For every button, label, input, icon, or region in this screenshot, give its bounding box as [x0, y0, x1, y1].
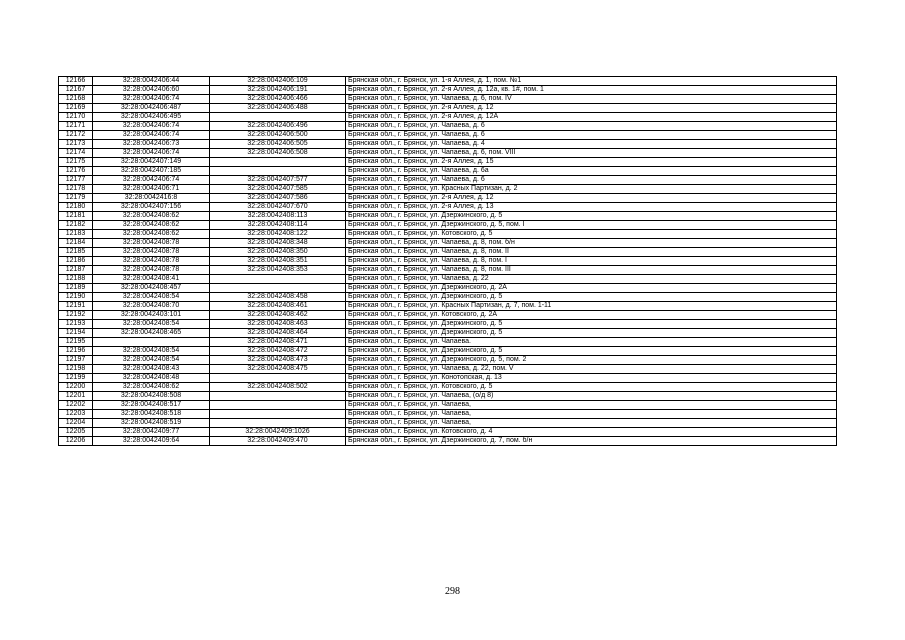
table-row — [59, 257, 837, 266]
row-number-cell: 12206 — [59, 437, 93, 446]
address-cell: Брянская обл., г. Брянск, ул. Котовского, д. 5 — [346, 383, 837, 392]
object-number-cell: 32:28:0042408:461 — [210, 302, 346, 311]
object-number-cell: 32:28:0042406:500 — [210, 131, 346, 140]
object-number-cell: 32:28:0042408:114 — [210, 221, 346, 230]
address-cell: Брянская обл., г. Брянск, ул. Котовского, д. 2А — [346, 311, 837, 320]
address-cell: Брянская обл., г. Брянск, ул. Чапаева, — [346, 419, 837, 428]
row-number-cell: 12184 — [59, 239, 93, 248]
table-row — [59, 86, 837, 95]
cadastral-number-cell: 32:28:0042407:149 — [93, 158, 210, 167]
address-cell: Брянская обл., г. Брянск, ул. Котовского, д. 5 — [346, 230, 837, 239]
object-number-cell — [210, 374, 346, 383]
address-cell: Брянская обл., г. Брянск, ул. Конотопская, д. 13 — [346, 374, 837, 383]
cadastral-number-cell: 32:28:0042406:495 — [93, 113, 210, 122]
cadastral-number-cell: 32:28:0042408:78 — [93, 239, 210, 248]
table-row — [59, 392, 837, 401]
object-number-cell: 32:28:0042407:670 — [210, 203, 346, 212]
cadastral-number-cell: 32:28:0042408:54 — [93, 320, 210, 329]
address-cell: Брянская обл., г. Брянск, ул. Котовского, д. 4 — [346, 428, 837, 437]
row-number-cell: 12186 — [59, 257, 93, 266]
address-cell: Брянская обл., г. Брянск, ул. 2-я Аллея, д. 12 — [346, 194, 837, 203]
row-number-cell: 12179 — [59, 194, 93, 203]
row-number-cell: 12180 — [59, 203, 93, 212]
row-number-cell: 12201 — [59, 392, 93, 401]
object-number-cell — [210, 401, 346, 410]
object-number-cell: 32:28:0042408:475 — [210, 365, 346, 374]
object-number-cell: 32:28:0042407:585 — [210, 185, 346, 194]
table-row — [59, 239, 837, 248]
table-row — [59, 428, 837, 437]
row-number-cell: 12173 — [59, 140, 93, 149]
address-cell: Брянская обл., г. Брянск, ул. Чапаева, д. 6 — [346, 131, 837, 140]
table-row — [59, 203, 837, 212]
table-row — [59, 410, 837, 419]
cadastral-number-cell: 32:28:0042403:101 — [93, 311, 210, 320]
row-number-cell: 12196 — [59, 347, 93, 356]
row-number-cell: 12177 — [59, 176, 93, 185]
address-cell: Брянская обл., г. Брянск, ул. Чапаева, д. 6а — [346, 167, 837, 176]
row-number-cell: 12175 — [59, 158, 93, 167]
table-row — [59, 185, 837, 194]
object-number-cell: 32:28:0042406:508 — [210, 149, 346, 158]
object-number-cell — [210, 410, 346, 419]
object-number-cell: 32:28:0042409:1026 — [210, 428, 346, 437]
object-number-cell: 32:28:0042408:472 — [210, 347, 346, 356]
table-row — [59, 149, 837, 158]
row-number-cell: 12198 — [59, 365, 93, 374]
address-cell: Брянская обл., г. Брянск, ул. Чапаева, (о/д 8) — [346, 392, 837, 401]
address-cell: Брянская обл., г. Брянск, ул. Дзержинского, д. 5 — [346, 329, 837, 338]
row-number-cell: 12190 — [59, 293, 93, 302]
table-row — [59, 230, 837, 239]
row-number-cell: 12169 — [59, 104, 93, 113]
row-number-cell: 12192 — [59, 311, 93, 320]
object-number-cell: 32:28:0042406:496 — [210, 122, 346, 131]
cadastral-number-cell: 32:28:0042409:64 — [93, 437, 210, 446]
cadastral-number-cell: 32:28:0042406:74 — [93, 95, 210, 104]
row-number-cell: 12205 — [59, 428, 93, 437]
cadastral-number-cell: 32:28:0042408:519 — [93, 419, 210, 428]
row-number-cell: 12202 — [59, 401, 93, 410]
row-number-cell: 12203 — [59, 410, 93, 419]
object-number-cell: 32:28:0042408:471 — [210, 338, 346, 347]
cadastral-number-cell: 32:28:0042416:8 — [93, 194, 210, 203]
row-number-cell: 12187 — [59, 266, 93, 275]
address-cell: Брянская обл., г. Брянск, ул. Чапаева, д. 6 — [346, 122, 837, 131]
address-cell: Брянская обл., г. Брянск, ул. Чапаева. — [346, 338, 837, 347]
address-cell: Брянская обл., г. Брянск, ул. Чапаева, д. 8, пом. I — [346, 257, 837, 266]
cadastral-number-cell: 32:28:0042408:54 — [93, 356, 210, 365]
cadastral-number-cell: 32:28:0042406:44 — [93, 77, 210, 86]
object-number-cell: 32:28:0042408:464 — [210, 329, 346, 338]
address-cell: Брянская обл., г. Брянск, ул. Чапаева, д. 22, пом. V — [346, 365, 837, 374]
table-row — [59, 284, 837, 293]
object-number-cell: 32:28:0042408:353 — [210, 266, 346, 275]
cadastral-number-cell: 32:28:0042408:41 — [93, 275, 210, 284]
cadastral-number-cell: 32:28:0042406:487 — [93, 104, 210, 113]
cadastral-number-cell: 32:28:0042406:74 — [93, 131, 210, 140]
object-number-cell: 32:28:0042408:502 — [210, 383, 346, 392]
row-number-cell: 12191 — [59, 302, 93, 311]
table-row — [59, 293, 837, 302]
cadastral-number-cell: 32:28:0042408:62 — [93, 230, 210, 239]
table-row — [59, 212, 837, 221]
table-row — [59, 302, 837, 311]
table-row — [59, 275, 837, 284]
address-cell: Брянская обл., г. Брянск, ул. Чапаева, д. 6 — [346, 176, 837, 185]
address-cell: Брянская обл., г. Брянск, ул. Чапаева, д. 22 — [346, 275, 837, 284]
address-cell: Брянская обл., г. Брянск, ул. 1-я Аллея, д. 1, пом. №1 — [346, 77, 837, 86]
row-number-cell: 12176 — [59, 167, 93, 176]
address-cell: Брянская обл., г. Брянск, ул. Дзержинского, д. 2А — [346, 284, 837, 293]
cadastral-number-cell: 32:28:0042408:43 — [93, 365, 210, 374]
table-row — [59, 401, 837, 410]
table-row — [59, 347, 837, 356]
object-number-cell: 32:28:0042408:348 — [210, 239, 346, 248]
table-row — [59, 140, 837, 149]
object-number-cell — [210, 167, 346, 176]
cadastral-number-cell: 32:28:0042408:508 — [93, 392, 210, 401]
object-number-cell: 32:28:0042407:577 — [210, 176, 346, 185]
table-row — [59, 248, 837, 257]
address-cell: Брянская обл., г. Брянск, ул. Чапаева, — [346, 410, 837, 419]
row-number-cell: 12166 — [59, 77, 93, 86]
address-cell: Брянская обл., г. Брянск, ул. Красных Партизан, д. 7, пом. 1-11 — [346, 302, 837, 311]
address-cell: Брянская обл., г. Брянск, ул. 2-я Аллея, д. 12а, кв. 1#, пом. 1 — [346, 86, 837, 95]
object-number-cell: 32:28:0042408:473 — [210, 356, 346, 365]
address-cell: Брянская обл., г. Брянск, ул. Дзержинского, д. 5 — [346, 212, 837, 221]
row-number-cell: 12185 — [59, 248, 93, 257]
row-number-cell: 12182 — [59, 221, 93, 230]
cadastral-number-cell: 32:28:0042408:62 — [93, 221, 210, 230]
address-cell: Брянская обл., г. Брянск, ул. Дзержинского, д. 7, пом. б/н — [346, 437, 837, 446]
table-row — [59, 104, 837, 113]
object-number-cell: 32:28:0042406:466 — [210, 95, 346, 104]
object-number-cell: 32:28:0042408:350 — [210, 248, 346, 257]
cadastral-number-cell: 32:28:0042408:457 — [93, 284, 210, 293]
address-cell: Брянская обл., г. Брянск, ул. 2-я Аллея, д. 15 — [346, 158, 837, 167]
address-cell: Брянская обл., г. Брянск, ул. Чапаева, д. 4 — [346, 140, 837, 149]
address-cell: Брянская обл., г. Брянск, ул. Дзержинского, д. 5 — [346, 347, 837, 356]
row-number-cell: 12200 — [59, 383, 93, 392]
table-row — [59, 77, 837, 86]
cadastral-number-cell: 32:28:0042407:156 — [93, 203, 210, 212]
table-row — [59, 131, 837, 140]
cadastral-number-cell — [93, 338, 210, 347]
cadastral-number-cell: 32:28:0042409:77 — [93, 428, 210, 437]
row-number-cell: 12171 — [59, 122, 93, 131]
row-number-cell: 12178 — [59, 185, 93, 194]
address-cell: Брянская обл., г. Брянск, ул. Чапаева, д. 8, пом. б/н — [346, 239, 837, 248]
address-cell: Брянская обл., г. Брянск, ул. Чапаева, д. 8, пом. II — [346, 248, 837, 257]
object-number-cell — [210, 419, 346, 428]
cadastral-number-cell: 32:28:0042406:73 — [93, 140, 210, 149]
cadastral-number-cell: 32:28:0042406:60 — [93, 86, 210, 95]
row-number-cell: 12199 — [59, 374, 93, 383]
cadastral-number-cell: 32:28:0042408:54 — [93, 293, 210, 302]
address-cell: Брянская обл., г. Брянск, ул. Дзержинского, д. 5, пом. I — [346, 221, 837, 230]
row-number-cell: 12183 — [59, 230, 93, 239]
address-cell: Брянская обл., г. Брянск, ул. Чапаева, д. 6, пом. VIII — [346, 149, 837, 158]
object-number-cell: 32:28:0042408:113 — [210, 212, 346, 221]
table-row — [59, 266, 837, 275]
table-row — [59, 95, 837, 104]
object-number-cell: 32:28:0042406:488 — [210, 104, 346, 113]
address-cell: Брянская обл., г. Брянск, ул. 2-я Аллея, д. 12А — [346, 113, 837, 122]
object-number-cell — [210, 392, 346, 401]
object-number-cell — [210, 275, 346, 284]
table-row — [59, 311, 837, 320]
address-cell: Брянская обл., г. Брянск, ул. Дзержинского, д. 5, пом. 2 — [346, 356, 837, 365]
address-cell: Брянская обл., г. Брянск, ул. 2-я Аллея, д. 13 — [346, 203, 837, 212]
address-cell: Брянская обл., г. Брянск, ул. 2-я Аллея, д. 12 — [346, 104, 837, 113]
cadastral-number-cell: 32:28:0042408:54 — [93, 347, 210, 356]
address-cell: Брянская обл., г. Брянск, ул. Чапаева, — [346, 401, 837, 410]
row-number-cell: 12172 — [59, 131, 93, 140]
row-number-cell: 12174 — [59, 149, 93, 158]
row-number-cell: 12189 — [59, 284, 93, 293]
table-row — [59, 419, 837, 428]
address-cell: Брянская обл., г. Брянск, ул. Дзержинского, д. 5 — [346, 293, 837, 302]
cadastral-number-cell: 32:28:0042406:74 — [93, 176, 210, 185]
object-number-cell: 32:28:0042408:122 — [210, 230, 346, 239]
object-number-cell: 32:28:0042408:463 — [210, 320, 346, 329]
object-number-cell: 32:28:0042408:462 — [210, 311, 346, 320]
table-row — [59, 176, 837, 185]
cadastral-number-cell: 32:28:0042406:74 — [93, 122, 210, 131]
cadastral-number-cell: 32:28:0042408:62 — [93, 383, 210, 392]
object-number-cell: 32:28:0042408:351 — [210, 257, 346, 266]
table-body — [59, 77, 837, 446]
object-number-cell: 32:28:0042406:191 — [210, 86, 346, 95]
cadastral-number-cell: 32:28:0042408:518 — [93, 410, 210, 419]
table-row — [59, 383, 837, 392]
address-cell: Брянская обл., г. Брянск, ул. Чапаева, д. 8, пом. III — [346, 266, 837, 275]
address-cell: Брянская обл., г. Брянск, ул. Чапаева, д. 6, пом. IV — [346, 95, 837, 104]
table-row — [59, 365, 837, 374]
object-number-cell — [210, 158, 346, 167]
address-cell: Брянская обл., г. Брянск, ул. Дзержинского, д. 5 — [346, 320, 837, 329]
object-number-cell — [210, 113, 346, 122]
table-row — [59, 329, 837, 338]
row-number-cell: 12197 — [59, 356, 93, 365]
table-row — [59, 356, 837, 365]
property-table — [58, 76, 837, 446]
object-number-cell: 32:28:0042406:109 — [210, 77, 346, 86]
cadastral-number-cell: 32:28:0042408:78 — [93, 248, 210, 257]
table-row — [59, 113, 837, 122]
address-cell: Брянская обл., г. Брянск, ул. Красных Партизан, д. 2 — [346, 185, 837, 194]
cadastral-number-cell: 32:28:0042406:74 — [93, 149, 210, 158]
row-number-cell: 12181 — [59, 212, 93, 221]
cadastral-number-cell: 32:28:0042408:78 — [93, 266, 210, 275]
table-row — [59, 167, 837, 176]
cadastral-number-cell: 32:28:0042407:185 — [93, 167, 210, 176]
cadastral-number-cell: 32:28:0042408:78 — [93, 257, 210, 266]
table-row — [59, 374, 837, 383]
object-number-cell: 32:28:0042407:586 — [210, 194, 346, 203]
cadastral-number-cell: 32:28:0042406:71 — [93, 185, 210, 194]
row-number-cell: 12194 — [59, 329, 93, 338]
object-number-cell: 32:28:0042406:505 — [210, 140, 346, 149]
cadastral-number-cell: 32:28:0042408:517 — [93, 401, 210, 410]
table-row — [59, 221, 837, 230]
table-row — [59, 320, 837, 329]
table-row — [59, 158, 837, 167]
object-number-cell: 32:28:0042409:470 — [210, 437, 346, 446]
row-number-cell: 12170 — [59, 113, 93, 122]
row-number-cell: 12193 — [59, 320, 93, 329]
cadastral-number-cell: 32:28:0042408:48 — [93, 374, 210, 383]
object-number-cell: 32:28:0042408:458 — [210, 293, 346, 302]
cadastral-number-cell: 32:28:0042408:465 — [93, 329, 210, 338]
table-row — [59, 437, 837, 446]
table-row — [59, 194, 837, 203]
cadastral-number-cell: 32:28:0042408:70 — [93, 302, 210, 311]
row-number-cell: 12167 — [59, 86, 93, 95]
page-number: 298 — [445, 586, 460, 597]
object-number-cell — [210, 284, 346, 293]
table-row — [59, 338, 837, 347]
row-number-cell: 12168 — [59, 95, 93, 104]
table-row — [59, 122, 837, 131]
row-number-cell: 12195 — [59, 338, 93, 347]
row-number-cell: 12188 — [59, 275, 93, 284]
row-number-cell: 12204 — [59, 419, 93, 428]
cadastral-number-cell: 32:28:0042408:62 — [93, 212, 210, 221]
